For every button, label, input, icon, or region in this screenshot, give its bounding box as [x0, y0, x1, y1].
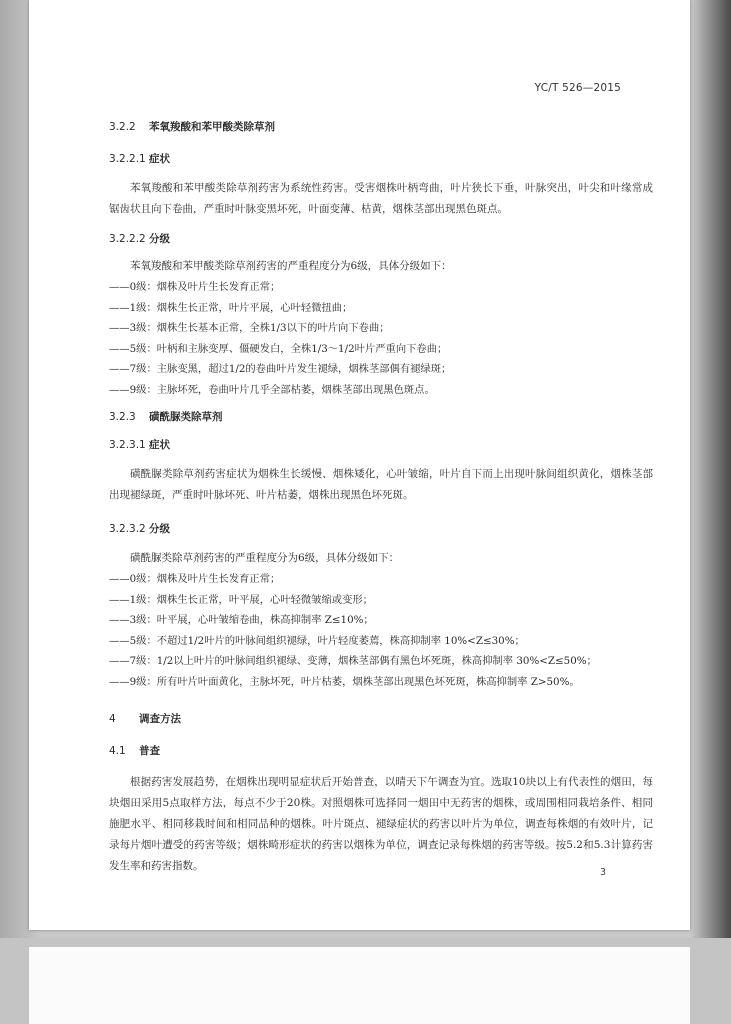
paragraph-grading-phenoxy: 苯氧羧酸和苯甲酸类除草剂药害的严重程度分为6级，具体分级如下： — [130, 260, 452, 272]
section-title: 调查方法 — [139, 713, 181, 725]
grade-list-sulfonylurea — [109, 569, 653, 692]
section-number: 3.2.3.1 — [109, 439, 146, 451]
page-content — [109, 118, 653, 877]
section-title: 症状 — [149, 439, 170, 451]
section-heading-4 — [109, 710, 653, 728]
section-number: 3.2.2.1 — [109, 153, 146, 165]
section-heading-3-2-3-1 — [109, 436, 653, 454]
paragraph-grading-sulfonylurea: 磺酰脲类除草剂药害的严重程度分为6级，具体分级如下： — [130, 552, 400, 564]
grade-item: ——3级：烟株生长基本正常，全株1/3以下的叶片向下卷曲； — [109, 322, 390, 334]
section-number: 3.2.3 — [109, 411, 136, 423]
section-heading-3-2-3-2 — [109, 520, 653, 538]
grade-item: ——1级：烟株生长正常，叶平展，心叶轻微皱缩或变形； — [109, 593, 373, 606]
grade-item: ——7级：1/2以上叶片的叶脉间组织褪绿、变薄，烟株茎部偶有黑色坏死斑，株高抑制率 30%<Z≤50%； — [109, 655, 597, 667]
page-number: 3 — [599, 867, 606, 878]
grade-item: ——7级：主脉变黑，超过1/2的卷曲叶片发生褪绿，烟株茎部偶有褪绿斑； — [109, 363, 452, 375]
section-number: 3.2.2 — [109, 121, 136, 133]
section-heading-3-2-3 — [109, 408, 653, 426]
section-title: 症状 — [149, 153, 170, 165]
document-page — [29, 0, 690, 930]
grade-item: ——3级：叶平展，心叶皱缩卷曲，株高抑制率 Z≤10%； — [109, 614, 374, 626]
grade-item: ——9级：主脉坏死，卷曲叶片几乎全部枯萎，烟株茎部出现黑色斑点。 — [109, 383, 435, 396]
section-heading-3-2-2-2 — [109, 230, 653, 248]
section-heading-4-1 — [109, 742, 653, 760]
section-number: 3.2.2.2 — [109, 233, 146, 245]
section-title: 普查 — [139, 745, 160, 757]
grade-item: ——9级：所有叶片叶面黄化，主脉坏死，叶片枯萎，烟株茎部出现黑色坏死斑，株高抑制率 Z>50%。 — [109, 675, 580, 688]
grade-item: ——5级：叶柄和主脉变厚、僵硬发白，全株1/3～1/2叶片严重向下卷曲； — [109, 342, 448, 355]
section-number: 4.1 — [109, 745, 126, 757]
section-title: 磺酰脲类除草剂 — [149, 411, 223, 423]
paragraph-symptoms-sulfonylurea: 磺酰脲类除草剂药害症状为烟株生长缓慢、烟株矮化，心叶皱缩，叶片自下而上出现叶脉间组织黄化，烟株茎部出现褪绿斑，严重时叶脉坏死、叶片枯萎，烟株出现黑色坏死斑。 — [109, 468, 653, 501]
grade-item: ——0级：烟株及叶片生长发育正常； — [109, 573, 281, 585]
paragraph-general-survey: 根据药害发展趋势，在烟株出现明显症状后开始普查，以晴天下午调查为宜。选取10块以上有代表性的烟田，每块烟田采用5点取样方法，每点不少于20株。对照烟株可选择同一烟田中无药害的烟株，或周围相同栽培条件、相同施肥水平、相同移栽时间和相同品种的烟株。叶片斑点、褪绿症状的药害以叶片为单位，调查每株烟的有效叶片，记录每片烟叶遭受的药害等级；烟株畸形症状的药害以烟株为单位，调查记录每株烟的药害等级。按5.2和5.3计算药害发生率和药害指数。 — [109, 776, 653, 872]
section-heading-3-2-2-1 — [109, 150, 653, 168]
section-heading-3-2-2 — [109, 118, 653, 136]
paragraph-symptoms-phenoxy: 苯氧羧酸和苯甲酸类除草剂药害为系统性药害。受害烟株叶柄弯曲，叶片狭长下垂，叶脉突出，叶尖和叶缘常成锯齿状且向下卷曲，严重时叶脉变黑坏死，叶面变薄、枯黄，烟株茎部出现黑色斑点。 — [109, 182, 653, 215]
grade-list-phenoxy — [109, 277, 653, 400]
section-number: 4 — [109, 713, 116, 725]
next-page-preview — [29, 947, 690, 1024]
section-title: 分级 — [149, 523, 170, 535]
grade-item: ——1级：烟株生长正常，叶片平展，心叶轻微扭曲； — [109, 301, 353, 314]
section-title: 苯氧羧酸和苯甲酸类除草剂 — [149, 121, 275, 133]
standard-code: YC/T 526—2015 — [534, 82, 621, 94]
grade-item: ——0级：烟株及叶片生长发育正常； — [109, 281, 281, 293]
section-number: 3.2.3.2 — [109, 523, 146, 535]
grade-item: ——5级：不超过1/2叶片的叶脉间组织褪绿，叶片轻度萎蔫，株高抑制率 10%<Z≤30%； — [109, 634, 525, 647]
section-title: 分级 — [149, 233, 170, 245]
